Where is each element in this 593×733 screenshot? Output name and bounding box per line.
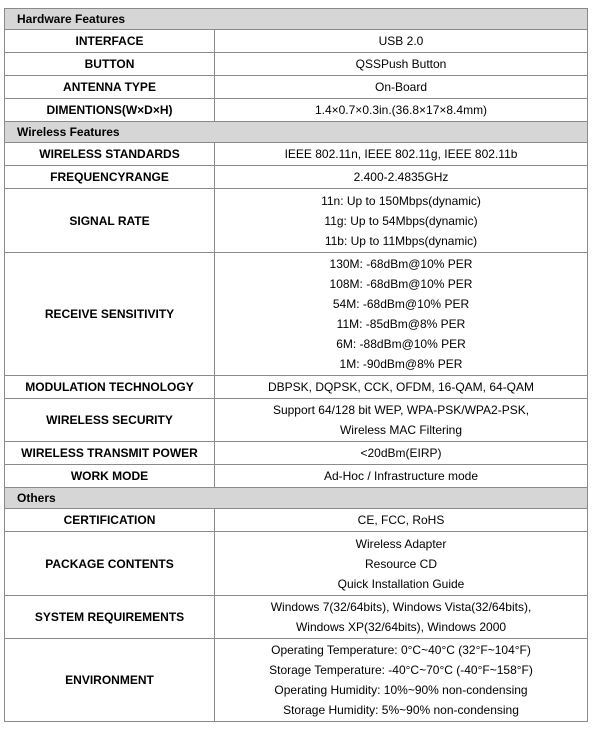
value-line: 130M: -68dBm@10% PER — [329, 257, 473, 271]
value-line: CE, FCC, RoHS — [357, 513, 445, 527]
value-line: QSSPush Button — [355, 57, 447, 71]
spec-label: BUTTON — [5, 53, 215, 76]
spec-row — [5, 442, 588, 465]
spec-label: CERTIFICATION — [5, 509, 215, 532]
spec-row — [5, 596, 588, 639]
spec-value — [215, 253, 588, 376]
section-header-row — [5, 488, 588, 509]
spec-value — [215, 189, 588, 253]
spec-value — [215, 143, 588, 166]
spec-value — [215, 399, 588, 442]
value-line: 108M: -68dBm@10% PER — [329, 277, 473, 291]
value-line: USB 2.0 — [378, 34, 424, 48]
value-line: 6M: -88dBm@10% PER — [336, 337, 466, 351]
spec-row — [5, 399, 588, 442]
section-title: Hardware Features — [5, 9, 588, 30]
spec-value — [215, 76, 588, 99]
value-line: Support 64/128 bit WEP, WPA-PSK/WPA2-PSK, — [272, 403, 530, 417]
value-line: 11g: Up to 54Mbps(dynamic) — [324, 213, 478, 228]
section-header-row — [5, 122, 588, 143]
value-line: Operating Temperature: 0°C~40°C (32°F~104°F) — [271, 643, 531, 657]
spec-row — [5, 143, 588, 166]
spec-row — [5, 376, 588, 399]
spec-table — [4, 8, 588, 722]
spec-label: RECEIVE SENSITIVITY — [5, 253, 215, 376]
spec-label: WIRELESS SECURITY — [5, 399, 215, 442]
spec-label: WIRELESS STANDARDS — [5, 143, 215, 166]
spec-label: MODULATION TECHNOLOGY — [5, 376, 215, 399]
spec-row — [5, 166, 588, 189]
spec-row — [5, 532, 588, 596]
value-line: 11n: Up to 150Mbps(dynamic) — [321, 193, 481, 208]
spec-label: SYSTEM REQUIREMENTS — [5, 596, 215, 639]
spec-label: WIRELESS TRANSMIT POWER — [5, 442, 215, 465]
value-line: Windows XP(32/64bits), Windows 2000 — [295, 620, 507, 634]
value-line: Wireless Adapter — [355, 536, 447, 551]
spec-value — [215, 53, 588, 76]
value-line: DBPSK, DQPSK, CCK, OFDM, 16-QAM, 64-QAM — [267, 380, 535, 394]
value-line: Storage Temperature: -40°C~70°C (-40°F~158°F) — [269, 663, 533, 677]
spec-value — [215, 166, 588, 189]
spec-label: WORK MODE — [5, 465, 215, 488]
value-line: 11b: Up to 11Mbps(dynamic) — [324, 233, 478, 248]
value-line: IEEE 802.11n, IEEE 802.11g, IEEE 802.11b — [284, 147, 518, 161]
value-line: 1.4×0.7×0.3in.(36.8×17×8.4mm) — [314, 103, 488, 117]
spec-value — [215, 509, 588, 532]
spec-label: DIMENTIONS(W×D×H) — [5, 99, 215, 122]
spec-row — [5, 189, 588, 253]
value-line: Wireless MAC Filtering — [339, 423, 462, 437]
spec-value — [215, 442, 588, 465]
value-line: 54M: -68dBm@10% PER — [332, 297, 470, 311]
spec-value — [215, 596, 588, 639]
value-line: <20dBm(EIRP) — [360, 446, 442, 460]
value-line: Resource CD — [364, 556, 438, 571]
spec-label: ENVIRONMENT — [5, 639, 215, 722]
spec-row — [5, 30, 588, 53]
value-line: Quick Installation Guide — [337, 576, 465, 591]
value-line: 1M: -90dBm@8% PER — [339, 357, 463, 371]
spec-row — [5, 76, 588, 99]
spec-label: FREQUENCYRANGE — [5, 166, 215, 189]
section-title: Wireless Features — [5, 122, 588, 143]
value-line: 2.400-2.4835GHz — [353, 170, 449, 184]
spec-label: INTERFACE — [5, 30, 215, 53]
section-title: Others — [5, 488, 588, 509]
section-header-row — [5, 9, 588, 30]
value-line: Operating Humidity: 10%~90% non-condensing — [274, 683, 528, 697]
value-line: On-Board — [374, 80, 428, 94]
spec-row — [5, 253, 588, 376]
spec-label: PACKAGE CONTENTS — [5, 532, 215, 596]
spec-value — [215, 99, 588, 122]
spec-value — [215, 376, 588, 399]
spec-label: SIGNAL RATE — [5, 189, 215, 253]
spec-row — [5, 509, 588, 532]
spec-value — [215, 465, 588, 488]
spec-row — [5, 639, 588, 722]
value-line: Windows 7(32/64bits), Windows Vista(32/64bits), — [270, 600, 532, 614]
spec-value — [215, 30, 588, 53]
spec-value — [215, 532, 588, 596]
value-line: Storage Humidity: 5%~90% non-condensing — [283, 703, 519, 717]
spec-row — [5, 465, 588, 488]
spec-value — [215, 639, 588, 722]
spec-row — [5, 99, 588, 122]
spec-label: ANTENNA TYPE — [5, 76, 215, 99]
spec-row — [5, 53, 588, 76]
value-line: 11M: -85dBm@8% PER — [336, 317, 466, 331]
value-line: Ad-Hoc / Infrastructure mode — [323, 469, 479, 483]
